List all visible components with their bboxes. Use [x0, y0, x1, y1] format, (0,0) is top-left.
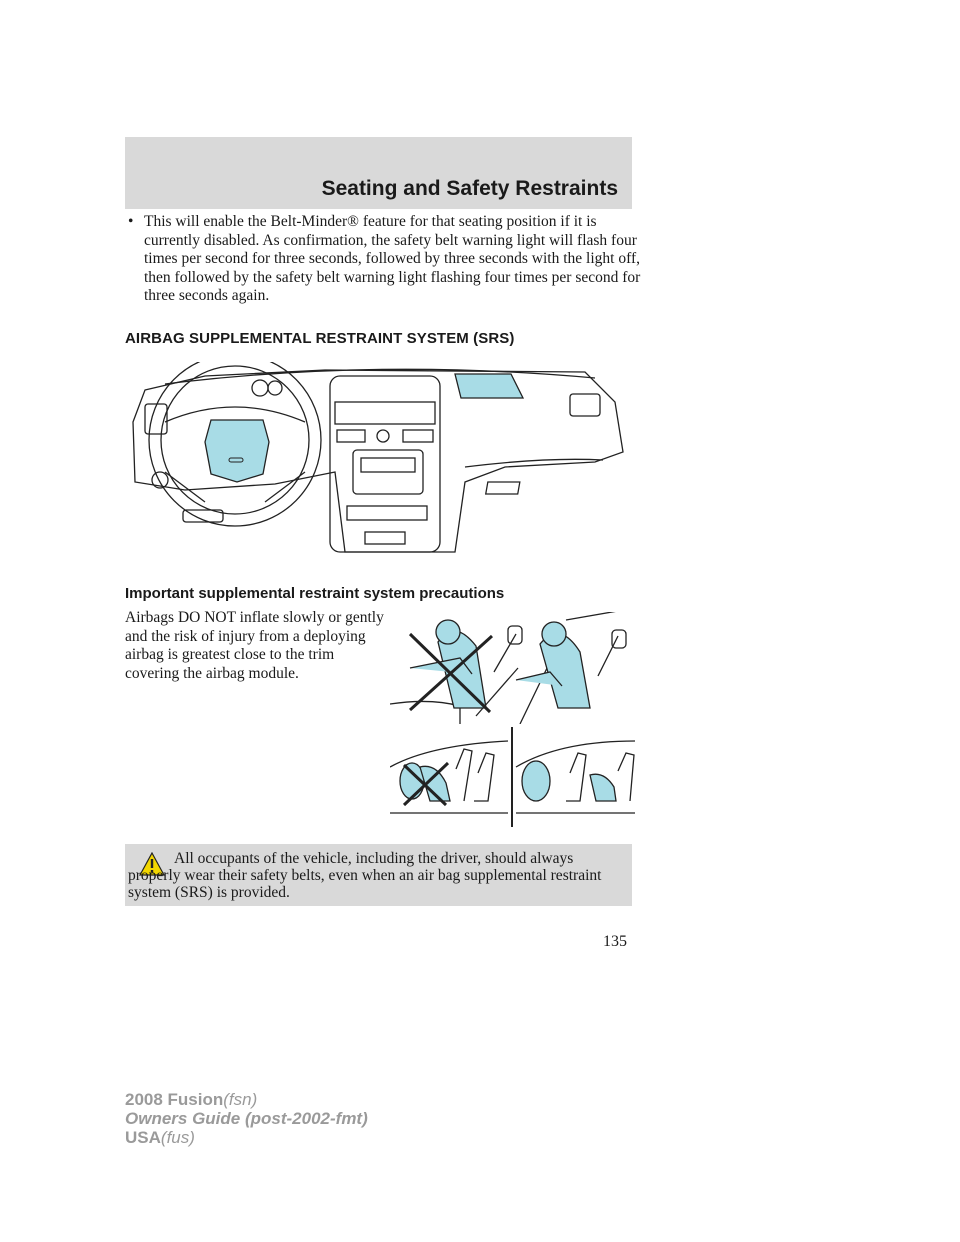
footer-model-code: (fsn): [223, 1090, 258, 1109]
dashboard-airbag-illustration: [125, 362, 635, 554]
steering-airbag: [205, 420, 269, 482]
passenger-airbag: [455, 374, 523, 398]
footer-guide: Owners Guide (post-2002-fmt): [125, 1109, 368, 1128]
footer-model: 2008 Fusion: [125, 1090, 224, 1109]
page-number: 135: [603, 933, 627, 950]
footer-market: USA: [125, 1128, 161, 1147]
vehicle-interior-illustration: [390, 727, 635, 827]
warning-text: All occupants of the vehicle, including the driver, should always properly wear their safety belts, even when an air bag supplemental restraint system (SRS) is provided.: [128, 850, 602, 901]
header-band: [125, 137, 632, 209]
page-title: Seating and Safety Restraints: [321, 177, 618, 200]
footer-doc-info: [125, 1090, 368, 1147]
bullet-text: This will enable the Belt-Minder® feature for that seating position if it is currently disabled. As confirmation, the safety belt warning light will flash four times per second for three seconds, followed by three seconds with the light off, then followed by the safety belt warning light flashing four times per second for three seconds again.: [144, 213, 641, 304]
footer-market-code: (fus): [160, 1128, 195, 1147]
bullet-item: [128, 213, 648, 306]
seated-occupant-illustration: [390, 612, 635, 724]
precautions-body: Airbags DO NOT inflate slowly or gently and the risk of injury from a deploying airbag is greatest close to the trim covering the airbag module.: [125, 609, 384, 682]
precautions-heading: Important supplemental restraint system precautions: [125, 585, 505, 602]
section-heading: AIRBAG SUPPLEMENTAL RESTRAINT SYSTEM (SRS): [125, 330, 515, 347]
bullet-symbol: •: [128, 213, 134, 230]
warning-box: [125, 844, 632, 906]
